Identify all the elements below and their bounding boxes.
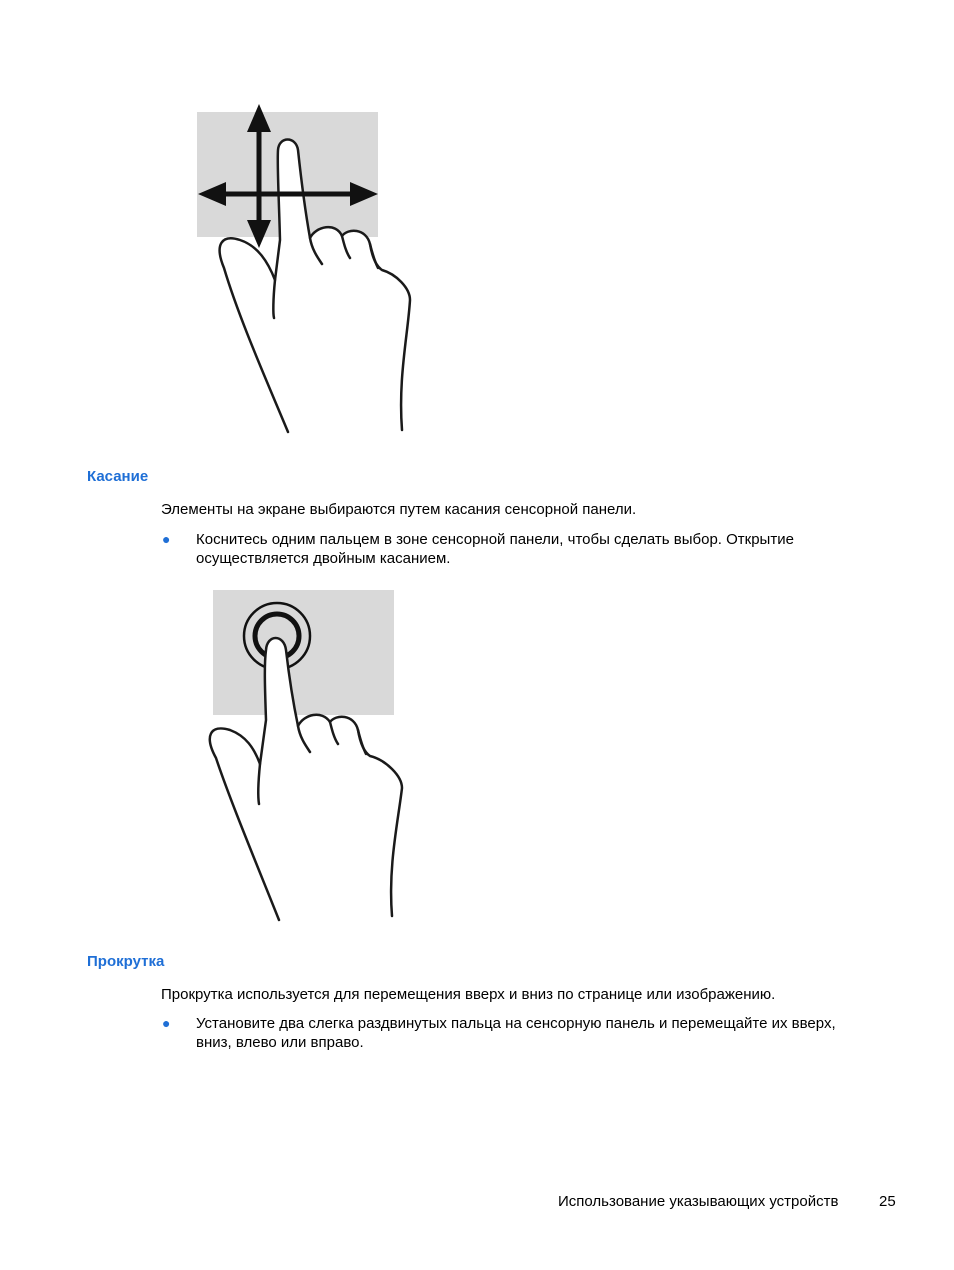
bullet-text-scroll: Установите два слегка раздвинутых пальца на сенсорную панель и перемещайте их вверх, вниз, влево или вправо.: [196, 1015, 836, 1051]
bullet-icon: ●: [162, 1015, 171, 1031]
section-paragraph-scroll: Прокрутка используется для перемещения вверх и вниз по странице или изображению.: [161, 986, 776, 1003]
page-number: 25: [879, 1193, 896, 1210]
bullet-text-tap: Коснитесь одним пальцем в зоне сенсорной панели, чтобы сделать выбор. Открытие осуществляется двойным касанием.: [196, 531, 794, 567]
section-paragraph-tap: Элементы на экране выбираются путем касания сенсорной панели.: [161, 501, 637, 518]
footer-text: Использование указывающих устройств: [558, 1193, 839, 1210]
bullet-icon: ●: [162, 531, 171, 547]
section-heading-tap: Касание: [87, 468, 149, 485]
section-heading-scroll: Прокрутка: [87, 953, 165, 970]
